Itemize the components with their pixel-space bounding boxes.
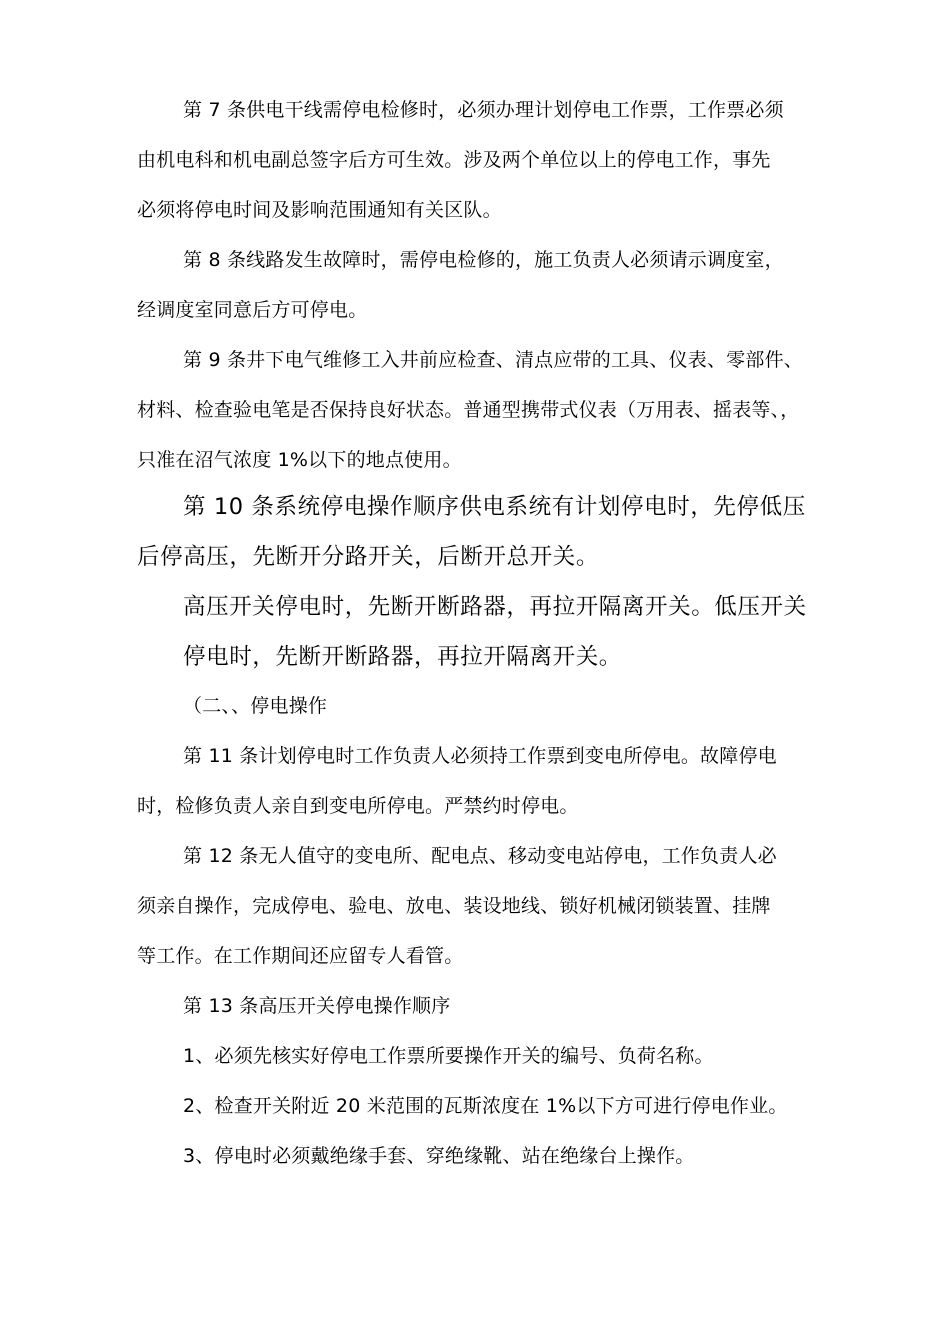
text-line-art11-1: 第 11 条计划停电时工作负责人必须持工作票到变电所停电。故障停电 [183, 745, 777, 767]
text-line-art7-2: 由机电科和机电副总签字后方可生效。涉及两个单位以上的停电工作，事先 [137, 149, 771, 171]
list-item-3: 3、停电时必须戴绝缘手套、穿绝缘靴、站在绝缘台上操作。 [183, 1145, 695, 1167]
text-line-art11-2: 时，检修负责人亲自到变电所停电。严禁约时停电。 [137, 795, 579, 817]
text-line-art8-1: 第 8 条线路发生故障时，需停电检修的，施工负责人必须请示调度室， [183, 249, 784, 271]
text-line-art7-3: 必须将停电时间及影响范围通知有关区队。 [137, 199, 502, 221]
text-line-art12-1: 第 12 条无人值守的变电所、配电点、移动变电站停电，工作负责人必 [183, 845, 777, 867]
text-line-art8-2: 经调度室同意后方可停电。 [137, 299, 368, 321]
list-item-1: 1、必须先核实好停电工作票所要操作开关的编号、负荷名称。 [183, 1045, 714, 1067]
text-line-art10-2: 后停高压，先断开分路开关，后断开总开关。 [137, 544, 600, 570]
text-line-art10-1: 第 10 条系统停电操作顺序供电系统有计划停电时，先停低压 [183, 494, 806, 520]
list-item-2: 2、检查开关附近 20 米范围的瓦斯浓度在 1%以下方可进行停电作业。 [183, 1095, 788, 1117]
text-line-art9-2: 材料、检查验电笔是否保持良好状态。普通型携带式仪表（万用表、摇表等、， [137, 399, 800, 421]
text-line-art9-3: 只准在沼气浓度 1%以下的地点使用。 [137, 449, 462, 471]
text-line-art13-title: 第 13 条高压开关停电操作顺序 [183, 995, 451, 1017]
text-line-art10-3: 高压开关停电时，先断开断路器，再拉开隔离开关。低压开关 [183, 594, 807, 620]
text-line-art7-1: 第 7 条供电干线需停电检修时，必须办理计划停电工作票，工作票必须 [183, 99, 784, 121]
text-line-art12-2: 须亲自操作，完成停电、验电、放电、装设地线、锁好机械闭锁装置、挂牌 [137, 895, 771, 917]
text-line-art9-1: 第 9 条井下电气维修工入井前应检查、清点应带的工具、仪表、零部件、 [183, 349, 803, 371]
text-line-art12-3: 等工作。在工作期间还应留专人看管。 [137, 945, 464, 967]
section-heading-outage-operation: （二、、停电操作 [183, 695, 328, 717]
text-line-art10-4: 停电时，先断开断路器，再拉开隔离开关。 [183, 644, 622, 670]
